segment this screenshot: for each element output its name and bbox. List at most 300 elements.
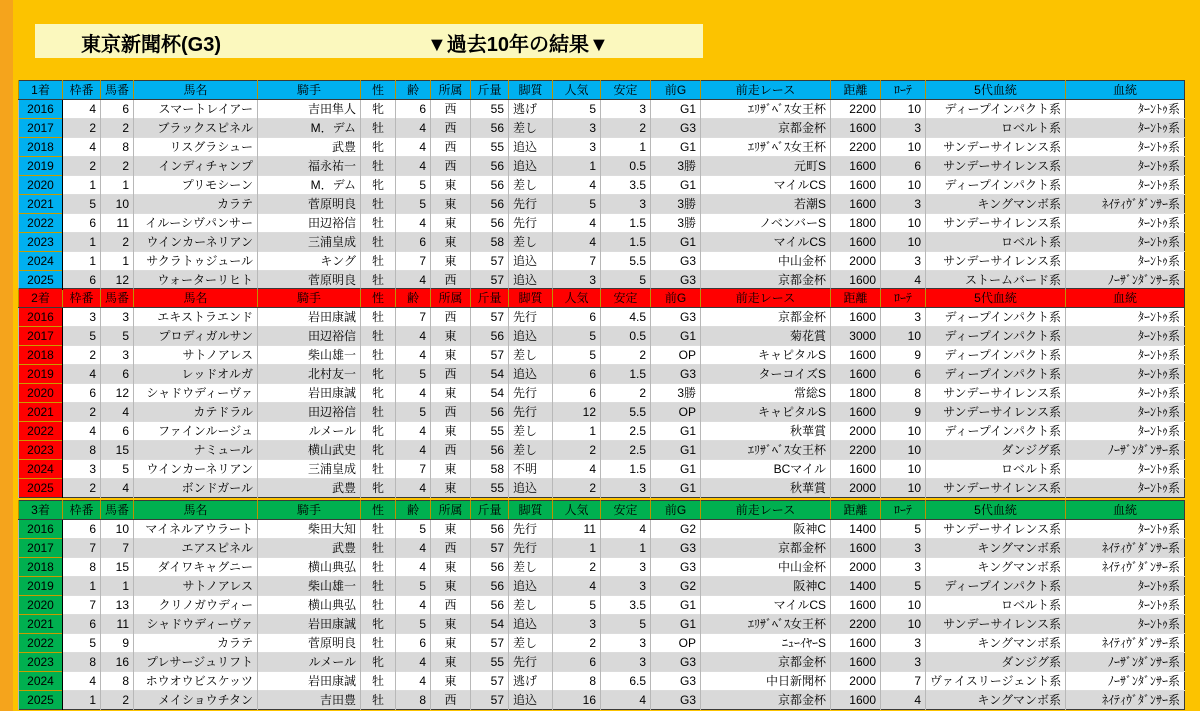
cell: 8	[101, 672, 134, 691]
cell: 牡	[361, 520, 396, 539]
cell: 5	[396, 195, 431, 214]
cell: 55	[471, 479, 509, 498]
cell: 56	[471, 558, 509, 577]
cell: ファインルージュ	[134, 422, 258, 441]
rank-label: 1着	[19, 81, 63, 100]
cell: エキストラエンド	[134, 308, 258, 327]
cell: 3	[881, 308, 926, 327]
column-header: 馬名	[134, 81, 258, 100]
cell: 京都金杯	[701, 119, 831, 138]
cell: カラテ	[134, 195, 258, 214]
year-cell: 2025	[19, 271, 63, 290]
cell: 7	[396, 308, 431, 327]
cell: 逃げ	[509, 672, 553, 691]
cell: 2000	[831, 422, 881, 441]
year-cell: 2017	[19, 327, 63, 346]
cell: 牡	[361, 233, 396, 252]
table-row	[19, 615, 1185, 634]
table-row	[19, 138, 1185, 157]
cell: 京都金杯	[701, 653, 831, 672]
cell: 6	[63, 271, 101, 290]
year-cell: 2025	[19, 691, 63, 710]
cell: G1	[651, 479, 701, 498]
cell: G1	[651, 596, 701, 615]
cell: 5	[553, 596, 601, 615]
cell: 2	[101, 233, 134, 252]
table-row	[19, 214, 1185, 233]
cell: 1400	[831, 577, 881, 596]
cell: 4	[396, 271, 431, 290]
cell: ノベンバーS	[701, 214, 831, 233]
cell: 16	[553, 691, 601, 710]
cell: 5	[101, 327, 134, 346]
cell: 牝	[361, 384, 396, 403]
table-row	[19, 233, 1185, 252]
cell: 牝	[361, 479, 396, 498]
cell: 京都金杯	[701, 691, 831, 710]
cell: マイルCS	[701, 176, 831, 195]
cell: 6	[553, 384, 601, 403]
cell: 54	[471, 384, 509, 403]
cell: ﾀｰﾝﾄｩ系	[1066, 100, 1185, 119]
cell: ボンドガール	[134, 479, 258, 498]
cell: G1	[651, 100, 701, 119]
cell: 7	[63, 596, 101, 615]
cell: 56	[471, 119, 509, 138]
year-cell: 2016	[19, 100, 63, 119]
table-row	[19, 691, 1185, 710]
cell: 10	[881, 214, 926, 233]
year-cell: 2024	[19, 672, 63, 691]
cell: 牝	[361, 422, 396, 441]
cell: 不明	[509, 460, 553, 479]
column-header: 人気	[553, 289, 601, 308]
cell: 東	[431, 233, 471, 252]
cell: 1600	[831, 653, 881, 672]
year-cell: 2021	[19, 403, 63, 422]
column-header: 脚質	[509, 501, 553, 520]
cell: ロベルト系	[926, 596, 1066, 615]
cell: G3	[651, 653, 701, 672]
cell: 6	[881, 157, 926, 176]
cell: 東	[431, 460, 471, 479]
cell: 吉田豊	[258, 691, 361, 710]
cell: 3	[101, 346, 134, 365]
cell: G3	[651, 558, 701, 577]
cell: 先行	[509, 214, 553, 233]
cell: 8	[63, 441, 101, 460]
cell: 東	[431, 252, 471, 271]
cell: G1	[651, 233, 701, 252]
cell: 3	[553, 615, 601, 634]
column-header: 斤量	[471, 289, 509, 308]
column-header: 齢	[396, 289, 431, 308]
cell: 3	[881, 539, 926, 558]
cell: 10	[881, 233, 926, 252]
cell: ウインカーネリアン	[134, 460, 258, 479]
column-header: 馬番	[101, 289, 134, 308]
cell: 8	[101, 138, 134, 157]
cell: 4	[553, 214, 601, 233]
cell: 2	[63, 346, 101, 365]
cell: 4	[553, 460, 601, 479]
cell: サクラトゥジュール	[134, 252, 258, 271]
column-header: 性	[361, 81, 396, 100]
cell: 56	[471, 195, 509, 214]
year-cell: 2025	[19, 479, 63, 498]
cell: キングマンボ系	[926, 634, 1066, 653]
cell: 6	[553, 653, 601, 672]
cell: 東	[431, 346, 471, 365]
cell: ウォーターリヒト	[134, 271, 258, 290]
cell: ﾆｭｰｲﾔｰS	[701, 634, 831, 653]
cell: 0.5	[601, 327, 651, 346]
cell: 57	[471, 539, 509, 558]
cell: 56	[471, 327, 509, 346]
cell: ﾈｲﾃｨｳﾞﾀﾞﾝｻｰ系	[1066, 558, 1185, 577]
cell: 13	[101, 596, 134, 615]
cell: 吉田隼人	[258, 100, 361, 119]
cell: ﾀｰﾝﾄｩ系	[1066, 233, 1185, 252]
cell: 菅原明良	[258, 195, 361, 214]
cell: 54	[471, 615, 509, 634]
cell: 6	[63, 615, 101, 634]
cell: キングマンボ系	[926, 558, 1066, 577]
cell: 牡	[361, 672, 396, 691]
cell: 6	[396, 100, 431, 119]
cell: 4	[396, 539, 431, 558]
rank-label: 2着	[19, 289, 63, 308]
cell: 追込	[509, 365, 553, 384]
column-header: 距離	[831, 81, 881, 100]
cell: 57	[471, 271, 509, 290]
cell: ロベルト系	[926, 460, 1066, 479]
cell: ﾀｰﾝﾄｩ系	[1066, 176, 1185, 195]
cell: 6	[881, 365, 926, 384]
cell: 5	[101, 460, 134, 479]
cell: 中山金杯	[701, 558, 831, 577]
cell: ｴﾘｻﾞﾍﾞｽ女王杯	[701, 138, 831, 157]
cell: 6.5	[601, 672, 651, 691]
cell: 1600	[831, 460, 881, 479]
cell: 牡	[361, 558, 396, 577]
cell: 1	[601, 539, 651, 558]
cell: 牝	[361, 441, 396, 460]
cell: 西	[431, 539, 471, 558]
cell: ｴﾘｻﾞﾍﾞｽ女王杯	[701, 100, 831, 119]
cell: 牡	[361, 119, 396, 138]
column-header: 5代血統	[926, 501, 1066, 520]
cell: ダンジグ系	[926, 653, 1066, 672]
cell: 京都金杯	[701, 271, 831, 290]
cell: 4	[63, 422, 101, 441]
cell: 1600	[831, 233, 881, 252]
column-header: 血統	[1066, 501, 1185, 520]
cell: 4	[601, 691, 651, 710]
cell: ﾀｰﾝﾄｩ系	[1066, 157, 1185, 176]
cell: サンデーサイレンス系	[926, 403, 1066, 422]
cell: 1600	[831, 195, 881, 214]
cell: 11	[553, 520, 601, 539]
cell: 追込	[509, 327, 553, 346]
cell: 2	[553, 558, 601, 577]
cell: 三浦皇成	[258, 460, 361, 479]
cell: 55	[471, 138, 509, 157]
cell: 4	[396, 596, 431, 615]
cell: 10	[881, 176, 926, 195]
cell: ディープインパクト系	[926, 365, 1066, 384]
cell: 8	[553, 672, 601, 691]
cell: 4	[101, 403, 134, 422]
cell: 4	[63, 672, 101, 691]
cell: 5	[601, 615, 651, 634]
cell: 常総S	[701, 384, 831, 403]
cell: ﾀｰﾝﾄｩ系	[1066, 615, 1185, 634]
cell: 2200	[831, 615, 881, 634]
cell: 10	[101, 195, 134, 214]
cell: ルメール	[258, 653, 361, 672]
cell: 6	[63, 384, 101, 403]
cell: 牡	[361, 577, 396, 596]
cell: 1800	[831, 214, 881, 233]
cell: ﾀｰﾝﾄｩ系	[1066, 327, 1185, 346]
year-cell: 2018	[19, 346, 63, 365]
cell: 15	[101, 441, 134, 460]
cell: インディチャンプ	[134, 157, 258, 176]
cell: 2200	[831, 441, 881, 460]
column-header: 枠番	[63, 289, 101, 308]
table-row	[19, 384, 1185, 403]
cell: 4	[881, 271, 926, 290]
cell: 東	[431, 327, 471, 346]
cell: 3勝	[651, 195, 701, 214]
column-header: 距離	[831, 289, 881, 308]
cell: 3	[601, 653, 651, 672]
cell: 3	[881, 252, 926, 271]
column-header: 脚質	[509, 81, 553, 100]
cell: 56	[471, 441, 509, 460]
cell: 追込	[509, 138, 553, 157]
cell: 武豊	[258, 539, 361, 558]
cell: 5	[601, 271, 651, 290]
year-cell: 2019	[19, 157, 63, 176]
cell: 西	[431, 308, 471, 327]
cell: 5	[553, 195, 601, 214]
cell: 3	[601, 558, 651, 577]
column-header: 騎手	[258, 81, 361, 100]
cell: 牝	[361, 653, 396, 672]
cell: キングマンボ系	[926, 195, 1066, 214]
cell: 西	[431, 138, 471, 157]
cell: ﾀｰﾝﾄｩ系	[1066, 460, 1185, 479]
cell: 牡	[361, 691, 396, 710]
cell: 3勝	[651, 384, 701, 403]
cell: 7	[881, 672, 926, 691]
cell: 1	[101, 577, 134, 596]
column-header: 齢	[396, 81, 431, 100]
column-header: 前走レース	[701, 289, 831, 308]
cell: ﾈｲﾃｨｳﾞﾀﾞﾝｻｰ系	[1066, 539, 1185, 558]
cell: 5	[396, 176, 431, 195]
column-header: 馬番	[101, 501, 134, 520]
cell: 2.5	[601, 441, 651, 460]
cell: 田辺裕信	[258, 327, 361, 346]
results-table-3rd-place	[18, 500, 1184, 710]
cell: ロベルト系	[926, 119, 1066, 138]
cell: 菅原明良	[258, 271, 361, 290]
column-header: 前G	[651, 501, 701, 520]
cell: G3	[651, 308, 701, 327]
cell: 3	[601, 634, 651, 653]
cell: 田辺裕信	[258, 214, 361, 233]
cell: 4	[396, 479, 431, 498]
cell: マイルCS	[701, 596, 831, 615]
cell: 西	[431, 157, 471, 176]
cell: ｴﾘｻﾞﾍﾞｽ女王杯	[701, 441, 831, 460]
cell: サトノアレス	[134, 346, 258, 365]
cell: 5	[881, 577, 926, 596]
column-header: 人気	[553, 81, 601, 100]
cell: 京都金杯	[701, 308, 831, 327]
table-row	[19, 365, 1185, 384]
cell: ウインカーネリアン	[134, 233, 258, 252]
cell: 5	[553, 100, 601, 119]
cell: 10	[881, 479, 926, 498]
cell: 先行	[509, 308, 553, 327]
cell: 1	[601, 138, 651, 157]
header-row	[19, 501, 1185, 520]
column-header: 馬番	[101, 81, 134, 100]
column-header: 馬名	[134, 501, 258, 520]
cell: G3	[651, 271, 701, 290]
cell: 4	[396, 119, 431, 138]
cell: ﾈｲﾃｨｳﾞﾀﾞﾝｻｰ系	[1066, 195, 1185, 214]
cell: 先行	[509, 520, 553, 539]
year-cell: 2016	[19, 520, 63, 539]
cell: 1600	[831, 691, 881, 710]
cell: 2	[601, 384, 651, 403]
cell: 6	[101, 422, 134, 441]
cell: 2	[101, 691, 134, 710]
column-header: 騎手	[258, 501, 361, 520]
cell: ﾈｲﾃｨｳﾞﾀﾞﾝｻｰ系	[1066, 691, 1185, 710]
cell: 1600	[831, 346, 881, 365]
cell: ﾉｰｻﾞﾝﾀﾞﾝｻｰ系	[1066, 271, 1185, 290]
cell: 2	[601, 119, 651, 138]
cell: 東	[431, 634, 471, 653]
year-cell: 2020	[19, 384, 63, 403]
cell: 6	[553, 308, 601, 327]
cell: G2	[651, 577, 701, 596]
cell: クリノガウディー	[134, 596, 258, 615]
table-row	[19, 271, 1185, 290]
cell: 57	[471, 634, 509, 653]
cell: 4	[101, 479, 134, 498]
cell: 差し	[509, 634, 553, 653]
cell: 6	[63, 214, 101, 233]
cell: 牡	[361, 214, 396, 233]
column-header: ﾛｰﾃ	[881, 81, 926, 100]
cell: 1600	[831, 308, 881, 327]
cell: ﾀｰﾝﾄｩ系	[1066, 422, 1185, 441]
page-title: 東京新聞杯(G3)	[81, 34, 221, 56]
column-header: 斤量	[471, 81, 509, 100]
cell: ﾉｰｻﾞﾝﾀﾞﾝｻｰ系	[1066, 441, 1185, 460]
column-header: 血統	[1066, 81, 1185, 100]
cell: 牡	[361, 271, 396, 290]
cell: ﾀｰﾝﾄｩ系	[1066, 308, 1185, 327]
column-header: 距離	[831, 501, 881, 520]
cell: G1	[651, 441, 701, 460]
cell: 差し	[509, 558, 553, 577]
cell: OP	[651, 346, 701, 365]
cell: サンデーサイレンス系	[926, 479, 1066, 498]
cell: G1	[651, 327, 701, 346]
cell: 先行	[509, 384, 553, 403]
year-cell: 2018	[19, 558, 63, 577]
cell: ディープインパクト系	[926, 176, 1066, 195]
cell: 3	[63, 308, 101, 327]
table-row	[19, 558, 1185, 577]
cell: ナミュール	[134, 441, 258, 460]
cell: 先行	[509, 195, 553, 214]
cell: 10	[881, 596, 926, 615]
cell: 56	[471, 577, 509, 596]
cell: 東	[431, 615, 471, 634]
cell: 4	[63, 138, 101, 157]
cell: 東	[431, 422, 471, 441]
cell: ディープインパクト系	[926, 308, 1066, 327]
cell: 5.5	[601, 403, 651, 422]
cell: 三浦皇成	[258, 233, 361, 252]
cell: 1	[63, 577, 101, 596]
cell: 1600	[831, 119, 881, 138]
year-cell: 2022	[19, 214, 63, 233]
cell: 追込	[509, 252, 553, 271]
cell: 東	[431, 214, 471, 233]
column-header: 性	[361, 289, 396, 308]
cell: ヴァイスリージェント系	[926, 672, 1066, 691]
cell: 4	[553, 176, 601, 195]
cell: ﾉｰｻﾞﾝﾀﾞﾝｻｰ系	[1066, 672, 1185, 691]
cell: ﾀｰﾝﾄｩ系	[1066, 214, 1185, 233]
cell: ﾀｰﾝﾄｩ系	[1066, 596, 1185, 615]
cell: 1600	[831, 596, 881, 615]
column-header: 人気	[553, 501, 601, 520]
cell: 西	[431, 403, 471, 422]
cell: キングマンボ系	[926, 539, 1066, 558]
cell: 2	[101, 119, 134, 138]
cell: 2	[63, 119, 101, 138]
cell: 12	[553, 403, 601, 422]
cell: エアスピネル	[134, 539, 258, 558]
cell: 5	[396, 403, 431, 422]
cell: 57	[471, 308, 509, 327]
cell: 5	[553, 346, 601, 365]
cell: 7	[396, 252, 431, 271]
cell: 55	[471, 653, 509, 672]
cell: 15	[101, 558, 134, 577]
cell: サンデーサイレンス系	[926, 214, 1066, 233]
year-cell: 2024	[19, 252, 63, 271]
cell: 柴山雄一	[258, 577, 361, 596]
cell: 追込	[509, 271, 553, 290]
cell: ﾀｰﾝﾄｩ系	[1066, 520, 1185, 539]
cell: 柴田大知	[258, 520, 361, 539]
cell: ﾀｰﾝﾄｩ系	[1066, 252, 1185, 271]
cell: ｴﾘｻﾞﾍﾞｽ女王杯	[701, 615, 831, 634]
cell: 東	[431, 479, 471, 498]
